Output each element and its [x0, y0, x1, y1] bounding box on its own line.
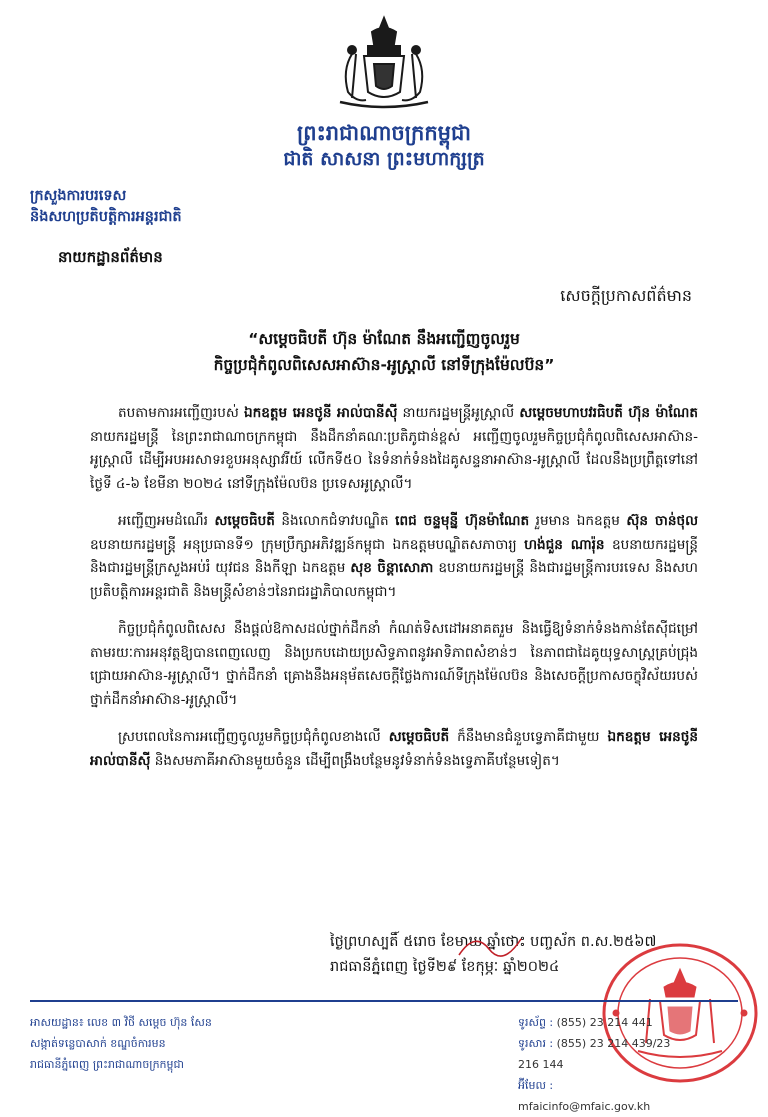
phone-value: (855) 23 214 441: [556, 1016, 653, 1029]
bold-name: ស៊ុន ចាន់ថុល: [626, 513, 699, 529]
text-run: ស្របពេលនៃការអញ្ជើញចូលរួមកិច្ចប្រជុំកំពូលខាងលើ: [118, 729, 389, 745]
phone-label: ទូរស័ព្ទ :: [518, 1016, 554, 1029]
press-release-body: [90, 402, 698, 787]
text-run: ឧបនាយករដ្ឋមន្ត្រី និងជារដ្ឋមន្ត្រីការបរទេស និងសហប្រតិបត្តិការអន្តរជាតិ និងមន្ត្រីសំខាន់ៗនៃរាជរដ្ឋាភិបាលកម្ពុជា។: [90, 560, 698, 600]
kingdom-title: ព្រះរាជាណាចក្រកម្ពុជា: [296, 121, 471, 145]
bold-name: ឯកឧត្ដម អេនថូនី អាល់បានីស៊ី: [90, 729, 698, 769]
address-line3: រាជធានីភ្នំពេញ ព្រះរាជាណាចក្រកម្ពុជា: [30, 1058, 184, 1071]
bold-name: សម្ដេចមហាបវរធិបតី ហ៊ុន ម៉ាណែត: [519, 405, 698, 421]
text-run: អញ្ជើញអមដំណើរ: [118, 513, 215, 529]
headline-line1: “សម្ដេចធិបតី ហ៊ុន ម៉ាណែត នឹងអញ្ជើញចូលរួម: [248, 330, 520, 348]
text-run: នាយករដ្ឋមន្ត្រី នៃព្រះរាជាណាចក្រកម្ពុជា នឹងដឹកនាំគណៈប្រតិភូជាន់ខ្ពស់ អញ្ជើញចូលរួមកិច្ចប្រជុំកំពូលពិសេសអាស៊ាន-អូស្ត្រាលី ដើម្បីអបអរសាទរខួបអនុស្សាវរីយ៍ លើកទី៥០ នៃទំនាក់ទំនងដៃគូសន្ទនាអាស៊ាន-អូស្ត្រាលី ដែលនឹងប្រព្រឹត្តទៅនៅថ្ងៃទី ៤-៦ ខែមីនា ២០២៤ នៅទីក្រុងម៉ែលប៊ន ប្រទេសអូស្ត្រាលី។: [90, 428, 698, 492]
signature-mark-icon: [455, 925, 535, 965]
footer-contact: [518, 1012, 678, 1117]
bold-name: ហង់ជួន ណារ៉ុន: [524, 536, 605, 553]
bold-name: សម្ដេចធិបតី: [388, 729, 450, 745]
national-motto: ជាតិ សាសនា ព្រះមហាក្សត្រ: [283, 148, 485, 170]
bold-name: សម្ដេចធិបតី: [214, 513, 275, 529]
phone-row: [518, 1012, 678, 1033]
fax-row: [518, 1033, 678, 1075]
text-run: និងលោកជំទាវបណ្ឌិត: [274, 513, 396, 529]
bold-name: ឯកឧត្ដម អេនថូនី អាល់បានីស៊ី: [243, 405, 398, 421]
headline-line2: កិច្ចប្រជុំកំពូលពិសេសអាស៊ាន-អូស្ត្រាលី នៅទីក្រុងម៉ែលប៊ន”: [213, 356, 555, 374]
fax-label: ទូរសារ :: [518, 1037, 554, 1050]
text-run: តបតាមការអញ្ជើញរបស់: [118, 405, 244, 421]
text-run: ឧបនាយករដ្ឋមន្ត្រី និងជារដ្ឋមន្ត្រីក្រសួងអប់រំ យុវជន និងកីឡា ឯកឧត្ដម: [90, 536, 698, 576]
address-line1: អាសយដ្ឋាន៖ លេខ ៣ វិថី សម្ដេច ហ៊ុន សែន: [30, 1016, 212, 1029]
address-line2: សង្កាត់ទន្លេបាសាក់ ខណ្ឌចំការមន: [30, 1037, 166, 1050]
paragraph-1: [90, 402, 698, 496]
text-run: និងសមភាគីអាស៊ានមួយចំនួន ដើម្បីពង្រឹងបន្ថែមនូវទំនាក់ទំនងទ្វេភាគីបន្ថែមទៀត។: [150, 752, 560, 769]
paragraph-3: កិច្ចប្រជុំកំពូលពិសេស នឹងផ្ដល់ឱកាសដល់ថ្នាក់ដឹកនាំ កំណត់ទិសដៅអនាគតរួម និងធ្វើឱ្យទំនាក់ទំនងកាន់តែស៊ីជម្រៅ តាមរយៈការអនុវត្តឱ្យបានពេញលេញ និងប្រកបដោយប្រសិទ្ធភាពនូវអាទិភាពសំខាន់ៗ នៃភាពជាដៃគូយុទ្ធសាស្ត្រគ្រប់ជ្រុងជ្រោយអាស៊ាន-អូស្ត្រាលី។ ថ្នាក់ដឹកនាំ គ្រោងនឹងអនុម័តសេចក្ដីថ្លែងការណ៍ទីក្រុងម៉ែលប៊ន និងសេចក្ដីប្រកាសចក្ខុវិស័យរបស់ថ្នាក់ដឹកនាំអាស៊ាន-អូស្ត្រាលី។: [90, 621, 698, 708]
ministry-name-line1: ក្រសួងការបរទេស: [30, 188, 127, 204]
text-run: នាយករដ្ឋមន្ត្រីអូស្ត្រាលី: [397, 405, 520, 421]
email-value: mfaicinfo@mfaic.gov.kh: [518, 1100, 651, 1113]
bold-name: ពេជ ចន្ទមុន្នី ហ៊ុនម៉ាណែត: [395, 513, 530, 529]
bold-name: សុខ ចិន្ដាសោភា: [350, 560, 434, 576]
text-run: រួមមាន ឯកឧត្ដម: [529, 513, 627, 529]
email-row: [518, 1075, 678, 1117]
text-run: ក៏នឹងមានជំនួបទ្វេភាគីជាមួយ: [449, 729, 608, 745]
ministry-name: [30, 186, 182, 228]
ministry-name-line2: និងសហប្រតិបត្តិការអន្តរជាតិ: [30, 209, 182, 225]
fax-value: (855) 23 214 439/23 216 144: [518, 1037, 671, 1071]
press-release-headline: [60, 326, 708, 378]
department-name: នាយកដ្ឋានព័ត៌មាន: [58, 248, 163, 266]
email-label: អ៊ីមែល :: [518, 1079, 554, 1092]
paragraph-2: [90, 510, 698, 604]
document-type: សេចក្ដីប្រកាសព័ត៌មាន: [560, 286, 692, 305]
royal-coat-of-arms-icon: [322, 14, 446, 110]
footer-divider: [30, 1000, 738, 1002]
text-run: ឧបនាយករដ្ឋមន្ត្រី អនុប្រធានទី១ ក្រុមប្រឹក្សាអភិវឌ្ឍន៍កម្ពុជា ឯកឧត្ដមបណ្ឌិតសភាចារ្យ: [90, 536, 525, 553]
solar-date: រាជធានីភ្នំពេញ ថ្ងៃទី២៩ ខែកុម្ភៈ ឆ្នាំ២០២៤: [330, 959, 560, 975]
paragraph-4: [90, 726, 698, 773]
footer-address: [30, 1012, 212, 1075]
lunar-date: ថ្ងៃព្រហស្បតិ៍ ៥រោច ខែមាឃ ឆ្នាំថោះ បញ្ចស័ក ព.ស.២៥៦៧: [330, 934, 657, 950]
